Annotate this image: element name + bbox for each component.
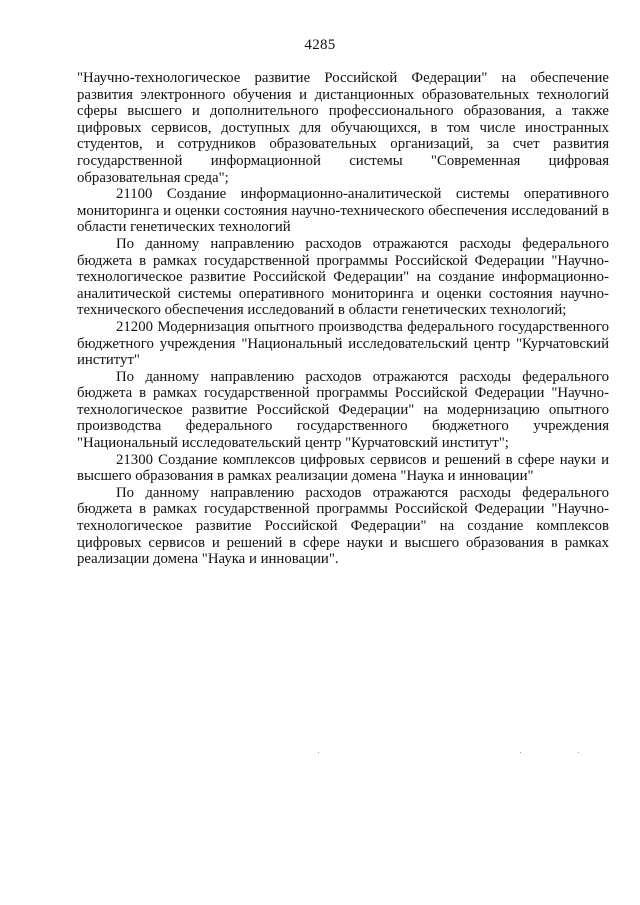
paragraph-21200-description: По данному направлению расходов отражаются расходы федерального бюджета в рамках государственной программы Российской Федерации "Научно-технологическое развитие Российской Федерации" на модернизацию опытного производства федерального государственного бюджетного учреждения "Национальный исследовательский центр "Курчатовский институт"; [77,368,609,452]
scan-artifact [318,752,319,753]
paragraph-continuation: "Научно-технологическое развитие Российской Федерации" на обеспечение развития электронного обучения и дистанционных образовательных технологий сферы высшего и дополнительного профессионального образования, а также цифровых сервисов, доступных для обучающихся, в том числе иностранных студентов, и сотрудников образовательных организаций, за счет развития государственной информационной системы "Современная цифровая образовательная среда"; [77,70,609,186]
section-heading-21100: 21100 Создание информационно-аналитической системы оперативного мониторинга и оценки состояния научно-технического обеспечения исследований в области генетических технологий [77,186,609,236]
section-heading-21300: 21300 Создание комплексов цифровых сервисов и решений в сфере науки и высшего образования в рамках реализации домена "Наука и инновации" [77,451,609,485]
page-number: 4285 [304,37,336,53]
paragraph-21300-description: По данному направлению расходов отражаются расходы федерального бюджета в рамках государственной программы Российской Федерации "Научно-технологическое развитие Российской Федерации" на создание комплексов цифровых сервисов и решений в сфере науки и высшего образования в рамках реализации домена "Наука и инновации". [77,484,609,568]
document-body [77,70,609,568]
section-heading-21200: 21200 Модернизация опытного производства федерального государственного бюджетного учреждения "Национальный исследовательский центр "Курчатовский институт" [77,318,609,369]
scan-artifact [578,752,579,753]
scan-artifact [520,752,521,753]
paragraph-21100-description: По данному направлению расходов отражаются расходы федерального бюджета в рамках государственной программы Российской Федерации "Научно-технологическое развитие Российской Федерации" на создание информационно-аналитической системы оперативного мониторинга и оценки состояния научно-технического обеспечения исследований в области генетических технологий; [77,235,609,319]
